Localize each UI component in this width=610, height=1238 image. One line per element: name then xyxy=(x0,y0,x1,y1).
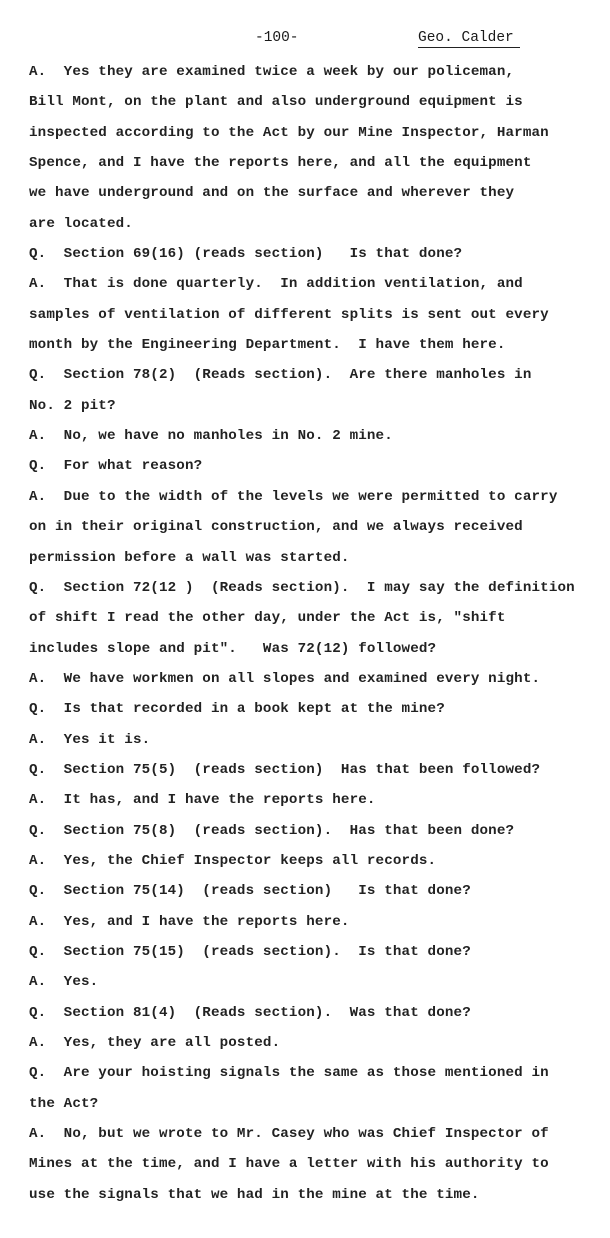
transcript-line: No. 2 pit? xyxy=(29,397,116,414)
transcript-line: A. No, we have no manholes in No. 2 mine. xyxy=(29,428,393,445)
transcript-line: Bill Mont, on the plant and also underground equipment is xyxy=(29,94,523,111)
transcript-line: Q. For what reason? xyxy=(29,458,203,475)
transcript-line: A. Yes. xyxy=(29,974,99,991)
transcript-line: A. It has, and I have the reports here. xyxy=(29,792,376,809)
transcript-line: samples of ventilation of different splits is sent out every xyxy=(29,306,549,323)
transcript-line: permission before a wall was started. xyxy=(29,549,350,566)
transcript-line: on in their original construction, and we always received xyxy=(29,519,523,536)
witness-name: Geo. Calder xyxy=(418,30,520,48)
transcript-line: Q. Section 81(4) (Reads section). Was that done? xyxy=(29,1004,471,1021)
transcript-line: Q. Section 75(14) (reads section) Is that done? xyxy=(29,883,471,900)
transcript-line: of shift I read the other day, under the Act is, "shift xyxy=(29,610,506,627)
transcript-body xyxy=(29,57,609,1210)
transcript-line: Q. Section 78(2) (Reads section). Are there manholes in xyxy=(29,367,532,384)
transcript-line: the Act? xyxy=(29,1095,99,1112)
transcript-line: Q. Section 75(15) (reads section). Is that done? xyxy=(29,943,471,960)
transcript-line: Q. Is that recorded in a book kept at the mine? xyxy=(29,701,445,718)
transcript-line: A. Yes, they are all posted. xyxy=(29,1035,281,1051)
transcript-line: inspected according to the Act by our Mine Inspector, Harman xyxy=(29,124,549,141)
transcript-line: we have underground and on the surface and wherever they xyxy=(29,185,515,202)
transcript-line: A. Yes it is. xyxy=(29,731,151,748)
transcript-line: Q. Section 69(16) (reads section) Is that done? xyxy=(29,246,463,263)
transcript-line: includes slope and pit". Was 72(12) followed? xyxy=(29,640,437,657)
transcript-line: are located. xyxy=(29,215,133,232)
transcript-line: use the signals that we had in the mine at the time. xyxy=(29,1186,480,1203)
transcript-line: A. Yes they are examined twice a week by our policeman, xyxy=(29,64,515,80)
transcript-line: Q. Section 75(8) (reads section). Has that been done? xyxy=(29,822,515,839)
page-number: -100- xyxy=(255,30,299,46)
transcript-line: Spence, and I have the reports here, and all the equipment xyxy=(29,155,532,172)
transcript-line: A. We have workmen on all slopes and examined every night. xyxy=(29,670,541,687)
transcript-line: month by the Engineering Department. I have them here. xyxy=(29,337,506,354)
transcript-line: Q. Are your hoisting signals the same as those mentioned in xyxy=(29,1065,549,1082)
transcript-line: Q. Section 72(12 ) (Reads section). I may say the definition xyxy=(29,579,575,596)
transcript-line: A. No, but we wrote to Mr. Casey who was Chief Inspector of xyxy=(29,1126,549,1143)
transcript-line: A. Yes, and I have the reports here. xyxy=(29,913,350,930)
transcript-line: A. That is done quarterly. In addition ventilation, and xyxy=(29,276,523,293)
transcript-line: Mines at the time, and I have a letter with his authority to xyxy=(29,1156,549,1173)
transcript-line: A. Due to the width of the levels we were permitted to carry xyxy=(29,488,558,505)
transcript-line: A. Yes, the Chief Inspector keeps all records. xyxy=(29,852,437,869)
transcript-line: Q. Section 75(5) (reads section) Has that been followed? xyxy=(29,761,541,778)
page-header xyxy=(0,30,610,50)
